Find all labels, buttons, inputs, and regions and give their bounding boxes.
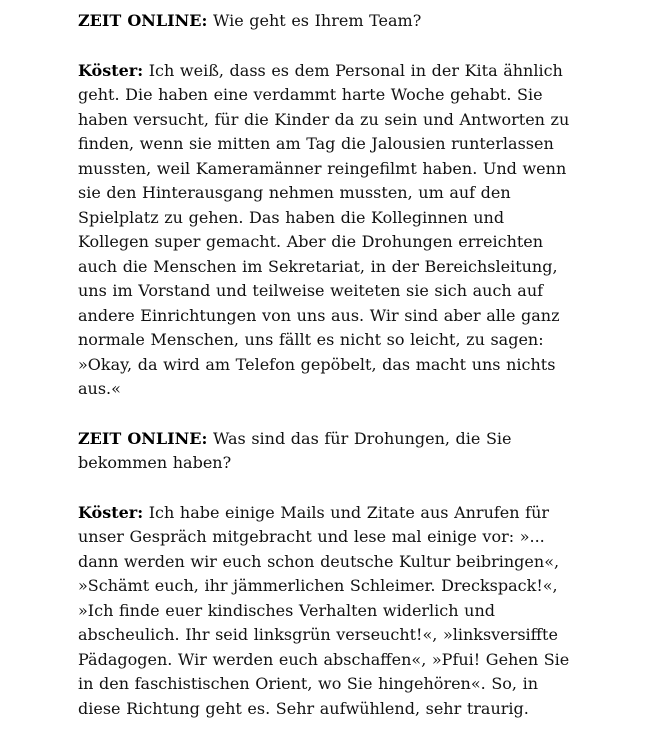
interview-question	[78, 427, 576, 476]
paragraph-text: Was sind das für Drohungen, die Sie bekommen haben?	[78, 428, 512, 472]
interview-question	[78, 9, 576, 34]
paragraph-text: Ich habe einige Mails und Zitate aus Anrufen für unser Gespräch mitgebracht und lese mal einige vor: »... dann werden wir euch schon deutsche Kultur beibringen«, »Schämt euch, ihr jämmerlichen Schleimer. Dreckspack!«, »Ich finde euer kindisches Verhalten widerlich und abscheulich. Ihr seid linksgrün verseucht!«, »linksversiffte Pädagogen. Wir werden euch abschaffen«, »Pfui! Gehen Sie in den faschistischen Orient, wo Sie hingehören«. So, in diese Richtung geht es. Sehr aufwühlend, sehr traurig.	[78, 502, 570, 718]
speaker-label: ZEIT ONLINE:	[78, 11, 208, 30]
speaker-label: ZEIT ONLINE:	[78, 428, 208, 448]
paragraph-text: Wie geht es Ihrem Team?	[212, 11, 422, 30]
speaker-label: Köster:	[78, 60, 144, 80]
interview-answer	[78, 501, 576, 722]
paragraph-text: Ich weiß, dass es dem Personal in der Kita ähnlich geht. Die haben eine verdammt harte Woche gehabt. Sie haben versucht, für die Kinder da zu sein und Antworten zu finden, wenn sie mitten am Tag die Jalousien runterlassen mussten, weil Kameramänner reingefilmt haben. Und wenn sie den Hinterausgang nehmen mussten, um auf den Spielplatz zu gehen. Das haben die Kolleginnen und Kollegen super gemacht. Aber die Drohungen erreichten auch die Menschen im Sekretariat, in der Bereichsleitung, uns im Vorstand und teilweise weiteten sie sich auch auf andere Einrichtungen von uns aus. Wir sind aber alle ganz normale Menschen, uns fällt es nicht so leicht, zu sagen: »Okay, da wird am Telefon gepöbelt, das macht uns nichts aus.«	[78, 60, 570, 398]
speaker-label: Köster:	[78, 502, 144, 522]
interview-answer	[78, 59, 576, 402]
